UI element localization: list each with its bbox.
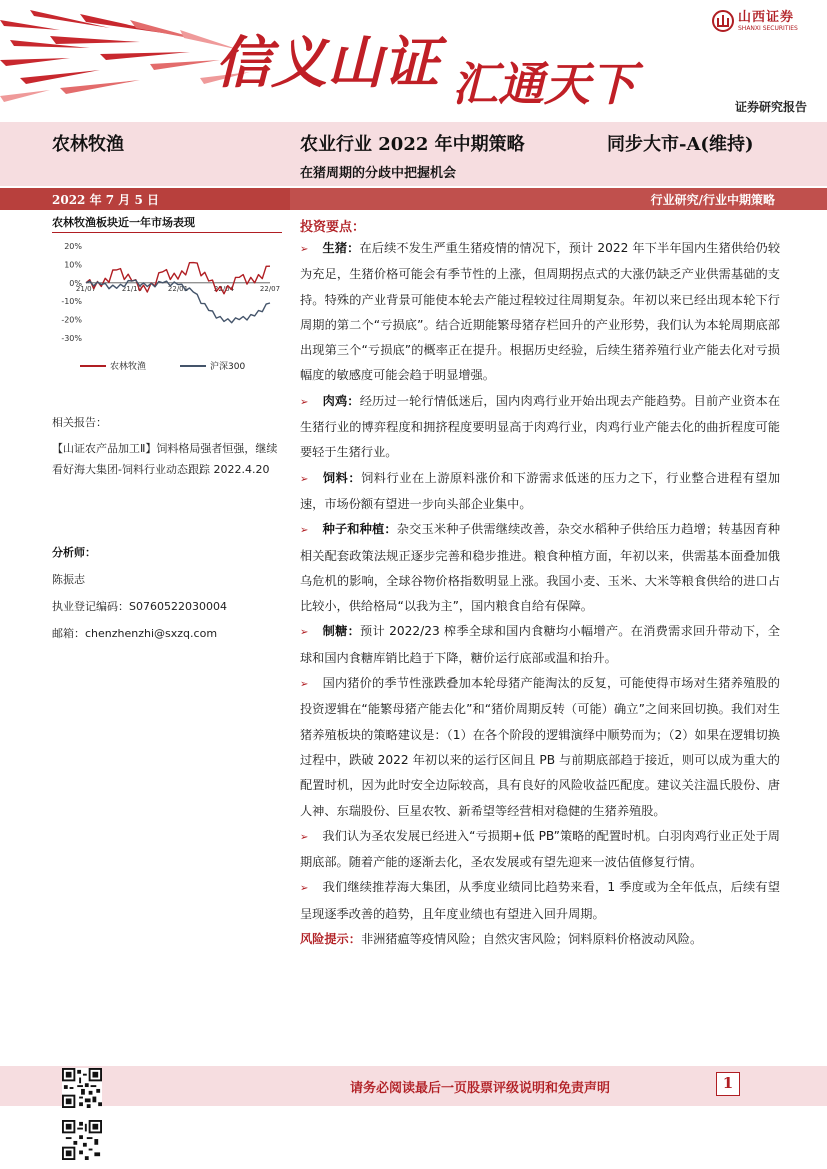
x-tick-label: 21/07 xyxy=(75,284,97,293)
point-haid xyxy=(300,875,780,927)
point-broiler xyxy=(300,389,780,466)
chart-legend xyxy=(80,359,290,373)
page-number: 1 xyxy=(716,1072,740,1096)
point-hog xyxy=(300,236,780,389)
logo-mark-icon xyxy=(712,10,734,32)
point-keyword: 饲料： xyxy=(322,470,362,485)
point-feed xyxy=(300,466,780,518)
point-keyword: 种子和种植： xyxy=(322,522,397,537)
y-tick-label: -20% xyxy=(61,315,82,325)
point-text: 我们认为圣农发展已经进入“亏损期+低 PB”策略的配置时机。白羽肉鸡行业正处于周期底部。随着产能的逐渐去化，圣农发展或有望先迎来一波估值修复行情。 xyxy=(300,828,780,870)
decorative-streaks xyxy=(0,10,250,102)
y-tick-label: -30% xyxy=(61,334,82,343)
point-sunner xyxy=(300,824,780,876)
qr-code-icon-2[interactable] xyxy=(62,1120,102,1160)
analyst-name: 陈振志 xyxy=(52,573,85,586)
related-report-link[interactable]: 【山证农产品加工Ⅱ】饲料格局强者恒强，继续看好海大集团-饲料行业动态跟踪 2022.4.20 xyxy=(52,442,278,476)
x-tick-label: 22/04 xyxy=(213,284,235,293)
report-subtitle: 在猪周期的分歧中把握机会 xyxy=(300,166,457,181)
report-date: 2022 年 7 月 5 日 xyxy=(52,193,159,207)
company-logo xyxy=(712,8,822,34)
analyst-email[interactable]: 邮箱：chenzhenzhi@sxzq.com xyxy=(52,627,218,640)
report-title: 农业行业 2022 年中期策略 xyxy=(300,134,525,155)
point-text: 杂交玉米种子供需继续改善，杂交水稻种子供给压力趋增；转基因育种相关配套政策法规正逐步完善和稳步推进。粮食种植方面，年初以来，供需基本面叠加俄乌危机的影响，全球谷物价格指数明显上涨。我国小麦、玉米、大米等粮食供给的进口占比较小，供给格局“以我为主”，国内粮食自给有保障。 xyxy=(300,522,781,614)
arrow-icon: ➢ xyxy=(300,473,309,485)
qr-code-icon[interactable] xyxy=(62,1068,102,1108)
point-sugar xyxy=(300,619,780,671)
point-keyword: 生猪： xyxy=(322,241,360,255)
arrow-icon: ➢ xyxy=(300,883,309,895)
slogan-left: 信义山证 xyxy=(215,30,439,96)
market-performance-chart xyxy=(52,236,292,376)
y-tick-label: -10% xyxy=(61,297,82,307)
point-keyword: 制糖： xyxy=(322,624,361,639)
arrow-icon: ➢ xyxy=(300,525,309,537)
point-text: 国内猪价的季节性涨跌叠加本轮母猪产能淘汰的反复，可能使得市场对生猪养殖股的投资逻辑在“能繁母猪产能去化”和“猪价周期反转（可能）确立”之间来回切换。我们对生猪养殖板块的策略建议是：（1）在各个阶段的逻辑演绎中顺势而为；（2）如果在逻辑切换过程中，跌破 2022 年初以来的运行区间且 PB 与前期底部趋于接近，则可以成为重大的配置时机，因为此时安全边际较高，具有良好的风险收益匹配度。建议关注温氏股份、唐人神、东瑞股份、巨星农牧、新希望等经营相对稳健的生猪养殖股。 xyxy=(300,676,780,818)
legend-item-csi300 xyxy=(180,359,245,372)
x-tick-label: 21/10 xyxy=(121,284,143,293)
y-tick-label: 0% xyxy=(69,278,82,288)
arrow-icon: ➢ xyxy=(300,244,309,255)
logo-en-text: SHANXI SECURITIES xyxy=(738,24,798,32)
risk-warning xyxy=(300,927,780,952)
x-tick-label: 22/07 xyxy=(259,284,281,293)
point-text: 经历过一轮行情低迷后，国内肉鸡行业开始出现去产能趋势。目前产业资本在生猪行业的博弈程度和拥挤程度要明显高于肉鸡行业，肉鸡行业产能去化的曲折程度可能要轻于生猪行业。 xyxy=(300,393,781,460)
arrow-icon: ➢ xyxy=(300,679,309,691)
point-strategy xyxy=(300,671,780,824)
arrow-icon: ➢ xyxy=(300,831,309,843)
arrow-icon: ➢ xyxy=(300,396,309,408)
y-tick-label: 10% xyxy=(64,260,82,270)
risk-text: 非洲猪瘟等疫情风险；自然灾害风险；饲料原料价格波动风险。 xyxy=(360,932,703,947)
legend-item-agri xyxy=(80,359,146,372)
point-text: 在后续不发生严重生猪疫情的情况下，预计 2022 年下半年国内生猪供给仍较为充足，生猪价格可能会有季节性的上涨，但周期拐点式的大涨仍缺乏产业供需基础的支持。特殊的产业背景可能使本轮去产能过程较过往周期复杂。年初以来已经出现本轮下行周期的第二个“亏损底”。结合近期能繁母猪存栏回升的产业形势，我们认为本轮周期底部出现第三个“亏损底”的概率正在提升。根据历史经验，后续生猪养殖行业产能去化对亏损幅度的敏感度可能会趋于明显增强。 xyxy=(300,241,781,383)
analyst-title: 分析师： xyxy=(52,546,96,559)
report-body xyxy=(300,236,780,952)
legend-label-csi300: 沪深300 xyxy=(210,362,246,372)
point-text: 饲料行业在上游原料涨价和下游需求低迷的压力之下，行业整合进程有望加速，市场份额有望进一步向头部企业集中。 xyxy=(300,470,781,511)
point-text: 我们继续推荐海大集团，从季度业绩同比趋势来看，1 季度或为全年低点，后续有望呈现逐季改善的趋势，且年度业绩也有望进入回升周期。 xyxy=(300,880,780,921)
x-tick-label: 22/01 xyxy=(167,284,189,293)
point-text: 预计 2022/23 榨季全球和国内食糖均小幅增产。在消费需求回升带动下，全球和国内食糖库销比趋于下降，糖价运行底部或温和抬升。 xyxy=(300,624,780,665)
investment-points-title: 投资要点： xyxy=(300,220,366,235)
slogan xyxy=(215,30,644,111)
sector-name: 农林牧渔 xyxy=(52,134,124,155)
legend-swatch-csi300 xyxy=(180,365,206,367)
legend-swatch-agri xyxy=(80,365,106,367)
y-tick-label: 20% xyxy=(64,242,82,251)
point-keyword: 肉鸡： xyxy=(322,393,360,408)
report-type: 证券研究报告 xyxy=(734,100,807,114)
point-seed xyxy=(300,517,780,619)
logo-cn-text: 山西证券 xyxy=(738,9,795,25)
analyst-license: 执业登记编码：S0760522030004 xyxy=(52,600,227,613)
disclaimer-text: 请务必阅读最后一页股票评级说明和免责声明 xyxy=(350,1081,611,1096)
rating: 同步大市-A(维持) xyxy=(607,134,754,155)
chart-title: 农林牧渔板块近一年市场表现 xyxy=(52,214,282,233)
slogan-right: 汇通天下 xyxy=(452,57,636,111)
risk-keyword: 风险提示： xyxy=(300,932,361,947)
related-reports-label: 相关报告： xyxy=(52,416,107,429)
header-banner xyxy=(0,0,827,122)
arrow-icon: ➢ xyxy=(300,627,309,639)
report-category: 行业研究/行业中期策略 xyxy=(650,193,775,207)
legend-label-agri: 农林牧渔 xyxy=(110,362,147,372)
